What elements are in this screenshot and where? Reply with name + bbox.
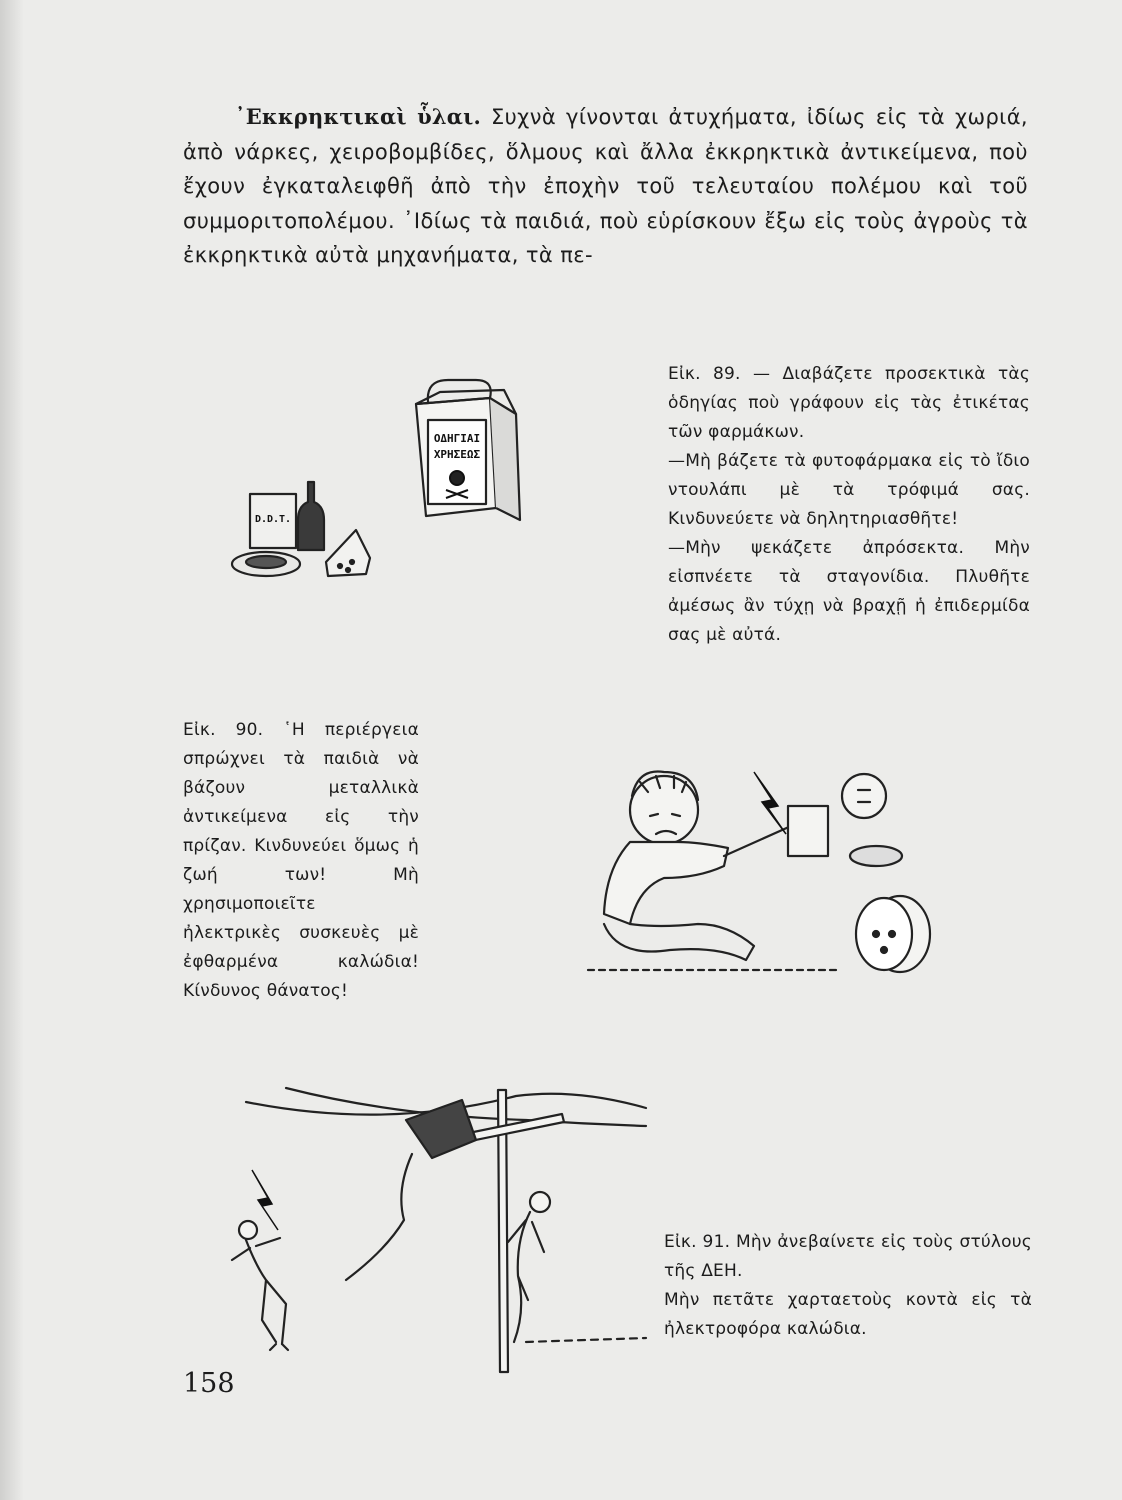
plug-front	[842, 774, 886, 818]
fig91-caption-warning: Μὴν πετᾶτε χαρταετοὺς κοντὰ εἰς τὰ ἠλεκτροφόρα καλώδια.	[664, 1290, 1032, 1339]
bottle	[298, 482, 324, 550]
kite-string	[346, 1154, 412, 1280]
fig89-caption-warning-2: —Μὴν ψεκάζετε ἀπρόσεκτα. Μὴν εἰσπνέετε τὰ σταγονίδια. Πλυθῆτε ἀμέσως ἂν τύχῃ νὰ βραχῇ ἡ ἐπιδερμίδα σας μὲ αὐτά.	[668, 538, 1030, 645]
child-head	[630, 776, 698, 844]
climber-head	[530, 1192, 550, 1212]
fig89-caption-title: Εἰκ. 89. — Διαβάζετε προσεκτικὰ τὰς ὁδηγίας ποὺ γράφουν εἰς τὰς ἐτικέτας τῶν φαρμάκων.	[668, 364, 1030, 442]
climber-body	[508, 1212, 544, 1342]
victim-body	[232, 1238, 286, 1344]
plate-disc	[850, 846, 902, 866]
body-paragraph	[183, 100, 1028, 273]
wall-socket	[788, 806, 828, 856]
can-label-text-2: ΧΡΗΣΕΩΣ	[433, 448, 481, 461]
paragraph-lead-heading: ᾿Εκκρηκτικαὶ ὗλαι.	[235, 104, 482, 129]
figure-89-caption	[668, 360, 1030, 650]
figure-90-caption	[183, 716, 419, 1006]
figure-90-child-socket-illustration	[578, 738, 948, 998]
figure-89-pesticides-illustration	[228, 362, 528, 592]
fig91-caption-title: Εἰκ. 91. Μὴν ἀνεβαίνετε εἰς τοὺς στύλους τῆς ΔΕΗ.	[664, 1232, 1032, 1281]
paragraph-body-text: Συχνὰ γίνονται ἀτυχήματα, ἰδίως εἰς τὰ χωριά, ἀπὸ νάρκες, χειροβομβίδες, ὅλμους καὶ ἄλλα ἐκκρηκτικὰ ἀντικείμενα, ποὺ ἔχουν ἐγκαταλειφθῆ ἀπὸ τὴν ἐποχὴν τοῦ τελευταίου πολέμου καὶ τοῦ συμμοριτοπολέμου. ᾿Ιδίως τὰ παιδιά, ποὺ εὑρίσκουν ἔξω εἰς τοὺς ἀγροὺς τὰ ἐκκρηκτικὰ αὐτὰ μηχανήματα, τὰ πε-	[183, 105, 1029, 267]
spark-bolt-icon	[754, 772, 786, 834]
ground-dashes	[526, 1338, 646, 1342]
figure-91-power-pole-illustration	[226, 1080, 666, 1380]
figure-91-caption	[664, 1228, 1032, 1344]
lightning-bolt-icon	[252, 1170, 278, 1230]
child-body	[604, 842, 728, 924]
page-binding-edge	[0, 0, 24, 1500]
can-label-text-1: ΟΔΗΓΙΑΙ	[433, 432, 481, 445]
kite	[406, 1100, 476, 1158]
child-legs	[604, 924, 754, 960]
fig90-caption-text: Εἰκ. 90. ῾Η περιέργεια σπρώχνει τὰ παιδιὰ νὰ βάζουν μεταλλικὰ ἀντικείμενα εἰς τὴν πρίζαν. Κινδυνεύει ὅμως ἡ ζωή των! Μὴ χρησιμοποιεῖτε ἠλεκτρικὲς συσκευὲς μὲ ἐφθαρμένα καλώδια! Κίνδυνος θάνατος!	[183, 720, 419, 1001]
socket-disc-front	[856, 898, 912, 970]
fig89-caption-warning-1: —Μὴ βάζετε τὰ φυτοφάρμακα εἰς τὸ ἴδιο ντουλάπι μὲ τὰ τρόφιμά σας. Κινδυνεύετε νὰ δηλητηριασθῆτε!	[668, 451, 1030, 529]
box-label-text: D.D.T.	[254, 514, 292, 525]
page-number: 158	[183, 1368, 235, 1399]
victim-head	[239, 1221, 257, 1239]
